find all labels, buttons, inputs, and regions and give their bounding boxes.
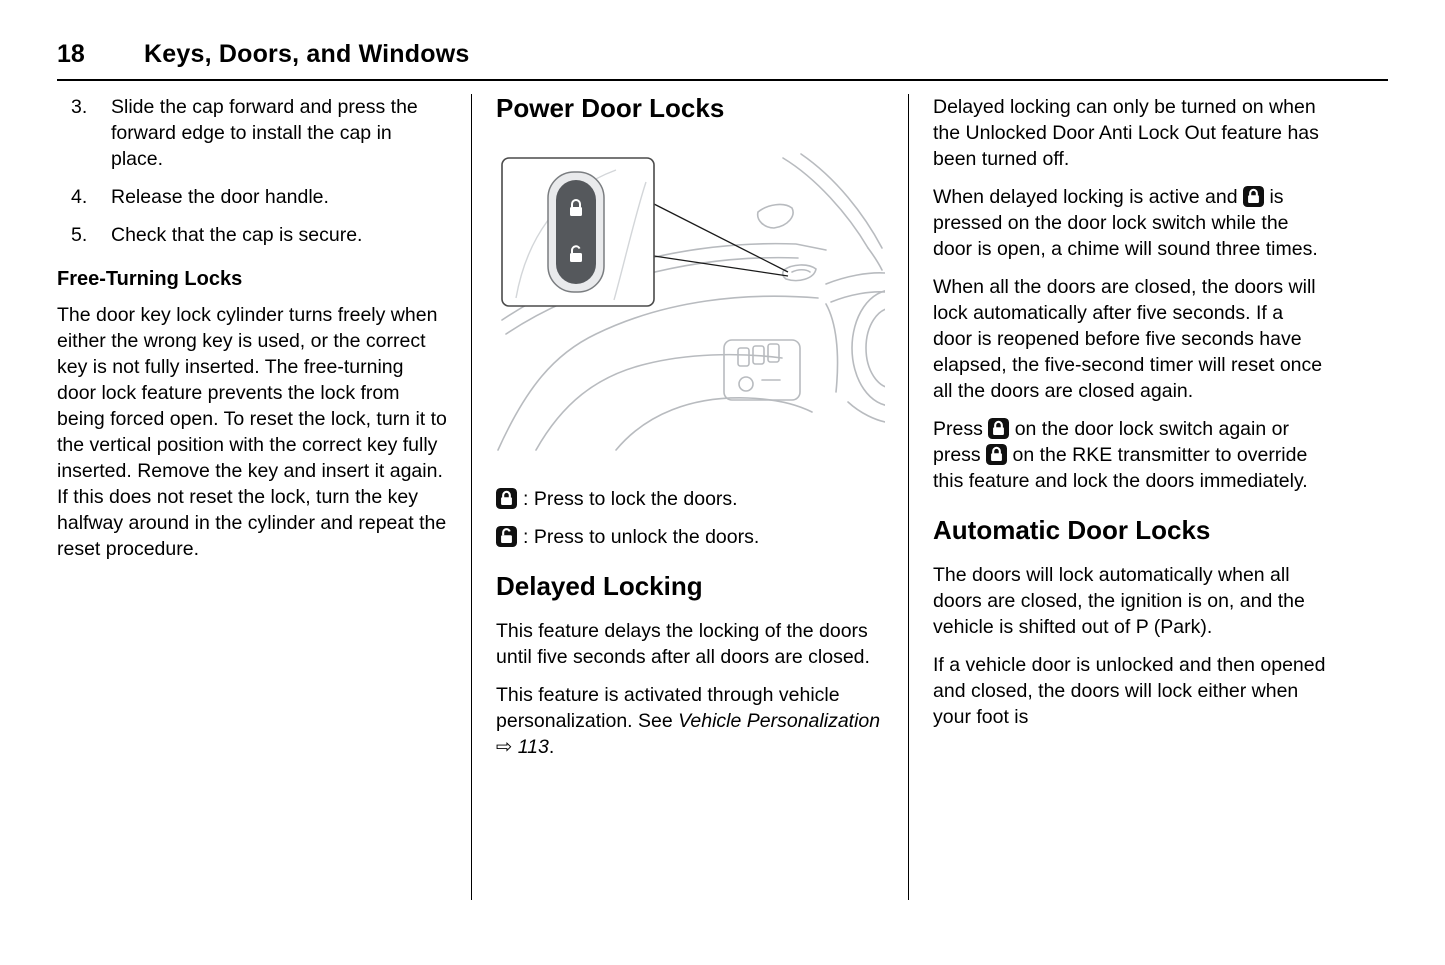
lock-icon xyxy=(496,488,517,509)
armrest-switch-bank xyxy=(724,340,800,400)
paragraph-chime xyxy=(933,184,1326,262)
door-lock-switch-illustration xyxy=(496,152,885,454)
lock-icon xyxy=(988,418,1009,439)
override-text-mid: on the door lock switch again or press xyxy=(933,418,1289,466)
override-text-post: on the RKE transmitter to override this feature and lock the doors immediately. xyxy=(933,444,1308,492)
override-text-pre: Press xyxy=(933,418,983,440)
lock-caption xyxy=(496,486,884,512)
heading-free-turning-locks: Free-Turning Locks xyxy=(57,268,243,290)
heading-automatic-door-locks: Automatic Door Locks xyxy=(933,515,1211,545)
column-left xyxy=(57,94,472,900)
paragraph-anti-lockout: Delayed locking can only be turned on when the Unlocked Door Anti Lock Out feature has been turned off. xyxy=(933,96,1319,170)
steering-wheel xyxy=(852,290,885,406)
lock-caption-text: : Press to lock the doors. xyxy=(523,487,738,510)
cross-reference-title: Vehicle Personalization xyxy=(678,709,881,732)
unlock-caption xyxy=(496,524,884,550)
step-item xyxy=(57,222,447,248)
paragraph-auto-lock-2: If a vehicle door is unlocked and then opened and closed, the doors will lock either when your foot is xyxy=(933,653,1326,728)
paragraph-auto-lock-1: The doors will lock automatically when all doors are closed, the ignition is on, and the vehicle is shifted out of P (Park). xyxy=(933,563,1305,638)
paragraph-auto-after-close: When all the doors are closed, the doors will lock automatically after five seconds. If a door is reopened before five seconds have elapsed, the five-second timer will reset once all the doors are closed again. xyxy=(933,276,1323,402)
cross-reference-arrow: ⇨ xyxy=(496,735,518,758)
page-number: 18 xyxy=(57,40,85,68)
a-pillar-line xyxy=(783,158,868,248)
chime-text-pre: When delayed locking is active and xyxy=(933,186,1238,208)
paragraph-free-turning-locks: The door key lock cylinder turns freely when either the wrong key is used, or the correct key is not fully inserted. The free-turning door lock feature prevents the lock from being forced open. To reset the lock, turn it to the vertical position with the correct key fully inserted. Remove the key and insert it again. If this does not reset the lock, turn the key halfway around in the cylinder and repeat the reset procedure. xyxy=(57,304,447,560)
paragraph-override xyxy=(933,416,1326,494)
page-header xyxy=(57,40,1388,81)
paragraph-delayed-locking: This feature delays the locking of the doors until five seconds after all doors are closed. xyxy=(496,619,870,668)
content-columns xyxy=(57,94,1388,900)
column-center xyxy=(472,94,909,900)
step-list xyxy=(57,94,447,248)
chapter-title: Keys, Doors, and Windows xyxy=(144,40,470,68)
step-number: 5. xyxy=(71,224,88,246)
step-item xyxy=(57,184,447,210)
unlock-caption-text: : Press to unlock the doors. xyxy=(523,525,760,548)
step-text: Release the door handle. xyxy=(111,186,329,208)
step-number: 3. xyxy=(71,96,88,118)
switch-inset xyxy=(502,158,654,306)
step-item xyxy=(57,94,447,172)
step-text: Slide the cap forward and press the forward edge to install the cap in place. xyxy=(111,96,418,170)
column-right xyxy=(909,94,1388,900)
dash-line xyxy=(826,273,885,284)
heading-power-door-locks: Power Door Locks xyxy=(496,93,725,123)
unlock-icon xyxy=(496,526,517,547)
paragraph-activation xyxy=(496,682,884,760)
heading-delayed-locking: Delayed Locking xyxy=(496,570,703,601)
side-mirror xyxy=(758,204,793,227)
chime-text-post: is pressed on the door lock switch while the door is open, a chime will sound three times. xyxy=(933,186,1318,260)
activation-text-end: . xyxy=(548,735,555,758)
cross-reference-page: 113 xyxy=(517,735,549,758)
lock-icon xyxy=(1243,186,1264,207)
activation-text: This feature is activated through vehicle personalization. See xyxy=(496,683,840,732)
door-handle xyxy=(783,265,816,281)
door-interior-line-art xyxy=(496,152,885,454)
step-text: Check that the cap is secure. xyxy=(111,224,363,246)
step-number: 4. xyxy=(71,186,88,208)
callout-lines xyxy=(654,204,788,276)
door-panel-curve xyxy=(498,296,818,450)
lock-icon xyxy=(986,444,1007,465)
